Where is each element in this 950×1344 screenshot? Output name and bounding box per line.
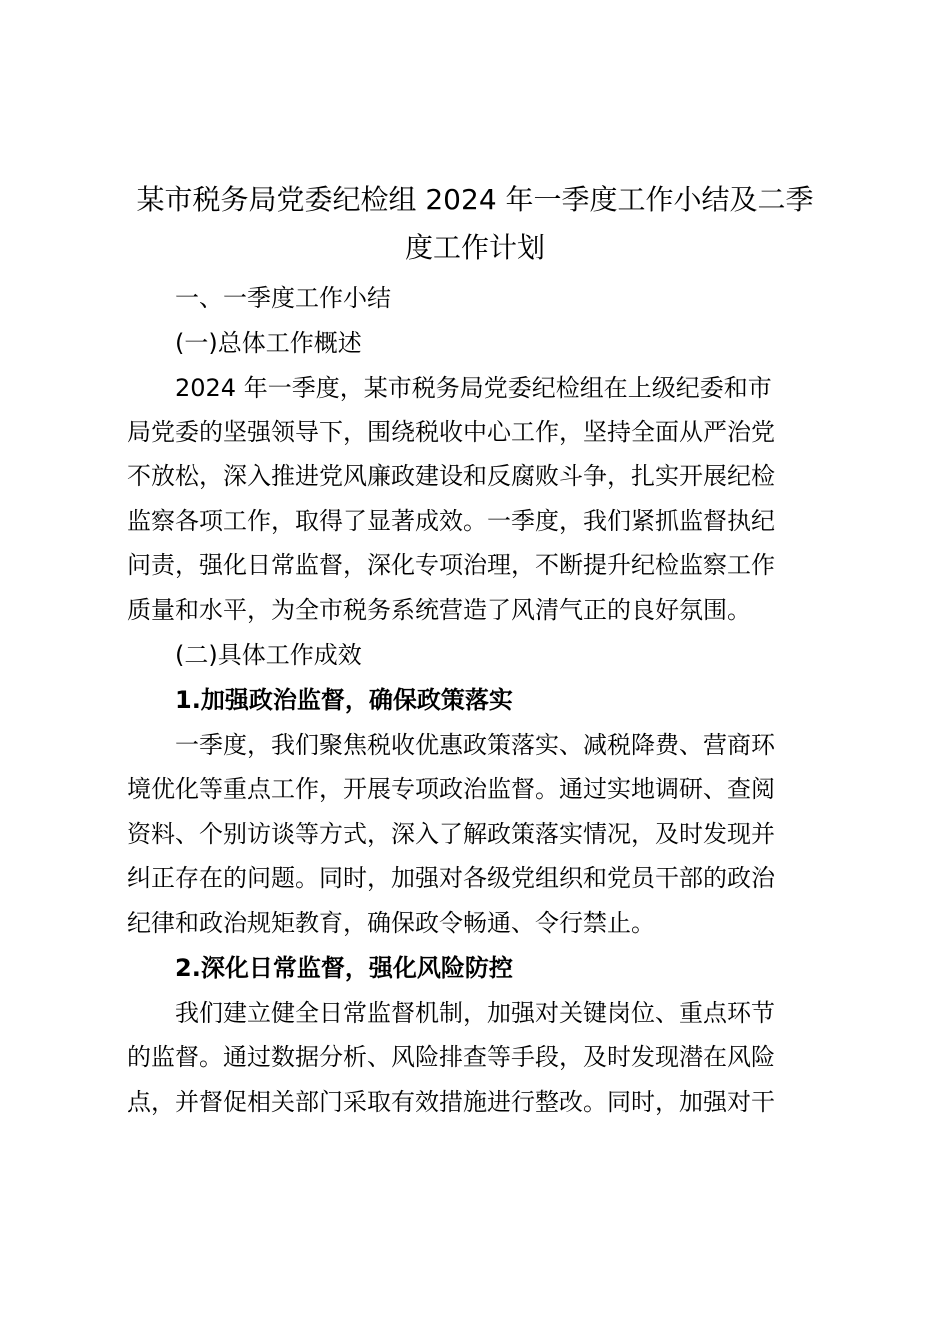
subsection-heading-overview: (一)总体工作概述 <box>127 329 362 357</box>
item-1-paragraph-line: 一季度，我们聚焦税收优惠政策落实、减税降费、营商环 <box>127 731 775 759</box>
overview-paragraph-line: 2024 年一季度，某市税务局党委纪检组在上级纪委和市 <box>127 374 772 402</box>
overview-paragraph-line: 局党委的坚强领导下，围绕税收中心工作，坚持全面从严治党 <box>127 418 775 446</box>
item-2-paragraph-line: 点，并督促相关部门采取有效措施进行整改。同时，加强对干 <box>127 1088 775 1116</box>
document-title-line-1: 某市税务局党委纪检组 2024 年一季度工作小结及二季 <box>136 183 814 216</box>
overview-paragraph-line: 监察各项工作，取得了显著成效。一季度，我们紧抓监督执纪 <box>127 507 775 535</box>
overview-paragraph-line: 不放松，深入推进党风廉政建设和反腐败斗争，扎实开展纪检 <box>127 462 775 490</box>
subsection-heading-results: (二)具体工作成效 <box>127 641 362 669</box>
item-1-paragraph-line: 资料、个别访谈等方式，深入了解政策落实情况，及时发现并 <box>127 820 775 848</box>
overview-paragraph-line: 问责，强化日常监督，深化专项治理，不断提升纪检监察工作 <box>127 551 775 579</box>
item-1-paragraph-line: 纪律和政治规矩教育，确保政令畅通、令行禁止。 <box>127 909 655 937</box>
document-title <box>110 176 840 272</box>
overview-paragraph-line: 质量和水平，为全市税务系统营造了风清气正的良好氛围。 <box>127 596 751 624</box>
item-1-paragraph-line: 纠正存在的问题。同时，加强对各级党组织和党员干部的政治 <box>127 864 775 892</box>
item-2-paragraph-line: 的监督。通过数据分析、风险排查等手段，及时发现潜在风险 <box>127 1043 775 1071</box>
item-2-paragraph-line: 我们建立健全日常监督机制，加强对关键岗位、重点环节 <box>127 999 775 1027</box>
item-1-paragraph-line: 境优化等重点工作，开展专项政治监督。通过实地调研、查阅 <box>127 775 775 803</box>
section-heading-summary: 一、一季度工作小结 <box>127 284 391 312</box>
document-title-line-2: 度工作计划 <box>404 231 545 264</box>
item-2-heading: 2.深化日常监督，强化风险防控 <box>127 954 513 982</box>
item-1-heading: 1.加强政治监督，确保政策落实 <box>127 686 513 714</box>
